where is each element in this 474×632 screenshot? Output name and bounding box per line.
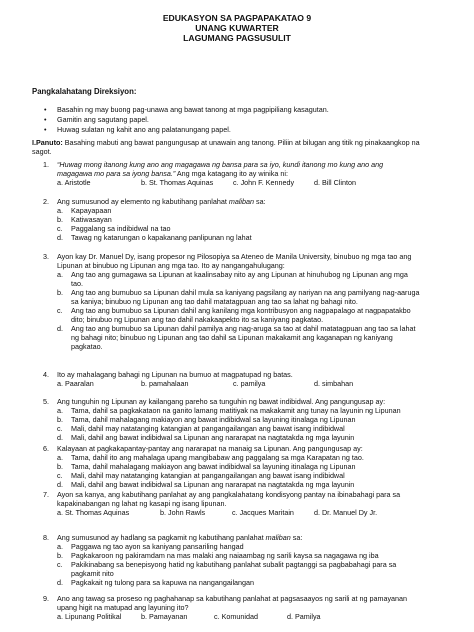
- question-number: 6.: [43, 444, 49, 453]
- question-number: 9.: [43, 594, 49, 603]
- question-stem: Ayon kay Dr. Manuel Dy, isang propesor ng Pilosopiya sa Ateneo de Manila University, binubuo ng mga tao ang: [57, 252, 412, 261]
- choice-a: a. Lipunang Politikal: [57, 612, 122, 621]
- instructions-label: I.Panuto:: [32, 138, 63, 147]
- choice-a: a. Aristotle: [57, 178, 91, 187]
- choice-row: [57, 178, 449, 187]
- question-number: 1.: [43, 160, 49, 169]
- question-number: 5.: [43, 397, 49, 406]
- choice-c: c. Jacques Maritain: [232, 508, 294, 517]
- choice-b: b. St. Thomas Aquinas: [141, 178, 214, 187]
- exam-title: LAGUMANG PAGSUSULIT: [183, 33, 291, 43]
- choice-b: b. pamahalaan: [141, 379, 189, 388]
- instructions: [32, 138, 420, 147]
- bullet-icon: •: [44, 105, 47, 114]
- question-stem: Ang tunguhin ng Lipunan ay kailangang pareho sa tunguhin ng bawat indibidwal. Ang pangungusap ay:: [57, 397, 386, 406]
- question-stem: Ang sumusunod ay hadlang sa pagkamit ng kabutihang panlahat maliban sa:: [57, 533, 303, 542]
- question-number: 7.: [43, 490, 49, 499]
- subject-title: EDUKASYON SA PAGPAPAKATAO 9: [162, 13, 312, 23]
- bullet-icon: •: [44, 125, 47, 134]
- choice-d: d. Bill Clinton: [314, 178, 356, 187]
- quarter-title: UNANG KUWARTER: [195, 23, 279, 33]
- instructions-text: Basahing mabuti ang bawat pangungusap at unawain ang tanong. Piliin at bilugan ang titik ng pinakaangkop na: [62, 138, 420, 147]
- choice-c: c. John F. Kennedy: [233, 178, 295, 187]
- question-number: 3.: [43, 252, 49, 261]
- choice-a: a. St. Thomas Aquinas: [57, 508, 130, 517]
- question-stem-cont: upang higit na matupad ang layuning ito?: [57, 603, 189, 612]
- choice-d: d. Dr. Manuel Dy Jr.: [314, 508, 378, 517]
- instructions-text-cont: sagot.: [32, 147, 52, 156]
- choice-row: [57, 379, 449, 388]
- exam-page: EDUKASYON SA PAGPAPAKATAO 9 UNANG KUWARTER LAGUMANG PAGSUSULIT Pangkalahatang Direksiyon: • Basahin ng may buong pag-unawa ang bawat tanong at mga pagpipiliang kasagutan. • Gamitin ang sagutang papel. • Huwag sulatan ng kahit ano ang palatanungang papel. I.Panuto: Basahing mabuti ang bawat pangungusap at unawain ang tanong. Piliin at bilugan ang titik ng pinakaangkop na sagot. 1. “Huwag mong itanong kung ano ang magagawa ng bansa para sa iyo, kundi itanong mo kung ano ang magagawa mo para sa iyong bansa.” Ang mga katagang ito ay winika ni: a. Aristotle b. St. Thomas Aquinas c. John F. Kennedy d. Bill Clinton 2. Ang sumusunod ay elemento ng kabutihang panlahat maliban sa: a. Kapayapaan b. Katiwasayan c. Paggalang sa indibidwal na tao d. Tawag ng katarungan o kapakanang panlipunan ng lahat 3. Ayon kay Dr. Manuel Dy, isang propesor ng Pilosopiya sa Ateneo de Manila University, binubuo ng mga tao ang Lipunan at binubuo ng Lipunan ang mga tao. Ito ay nangangahulugang: a. Ang tao ang gumagawa sa Lipunan at kaalinsabay nito ay ang Lipunan at hinuhubog ng Lipunan ang mga tao. b. Ang tao ang bumubuo sa Lipunan dahil mula sa kaniyang pagsilang ay nariyan na ang pamilyang nag-aaruga sa kaniya; binubuo ng Lipunan ang tao dahil matatagpuan ang tao sa lahat ng bahagi nito. c. Ang tao ang bumubuo sa Lipunan dahil ang kanilang mga kontribusyon ang nagpapalago at nagpapatakbo dito; binubuo ng Lipunan ang tao dahil nakakaapekto ito sa kaniyang pagkatao. d. Ang tao ang bumubuo sa Lipunan dahil pamilya ang nag-aruga sa tao at dahil matatagpuan ang tao sa lahat ng bahagi nito; binubuo ng Lipunan ang tao dahil sa Lipunan makakamit ang kaganapan ng kaniyang pagkatao. 4. Ito ay mahalagang bahagi ng Lipunan na bumuo at magpatupad ng batas. a. Paaralan b. pamahalaan c. pamilya d. simbahan 5. Ang tunguhin ng Lipunan ay kailangang pareho sa tunguhin ng bawat indibidwal. Ang pangungusap ay: a. Tama, dahil sa pagkakataon na ganito lamang matitiyak na makakamit ang tunay na layunin ng Lipunan b. Tama, dahil mahalagang makiayon ang bawat indibidwal sa layuning itinalaga ng Lipunan c. Mali, dahil may natatanging katangian at pangangailangan ang bawat isang indibidwal d. Mali, dahil ang bawat indibidwal sa Lipunan ang nararapat na nagtatakda ng mga layunin 6. Kalayaan at pagkakapantay-pantay ang nararapat na manaig sa Lipunan. Ang pangungusap ay: a. Tama, dahil ito ang mahalaga upang mangibabaw ang paggalang sa mga Karapatan ng tao. b. Tama, dahil mahalagang makiayon ang bawat indibidwal sa layuning itinalaga ng Lipunan c. Mali, dahil may natatanging katangian at pangangailangan ang bawat isang indibidwal d. Mali, dahil ang bawat indibidwal sa Lipunan ang nararapat na nagtatakda ng mga layunin 7. Ayon sa kanya, ang kabutihang panlahat ay ang pangkalahatang kondisyong pantay na ibinabahagi para sa kapakinabangan ng lahat ng kasapi ng isang lipunan. a. St. Thomas Aquinas b. John Rawls c. Jacques Maritain d. Dr. Manuel Dy Jr. 8. Ang sumusunod ay hadlang sa pagkamit ng kabutihang panlahat maliban sa: a. Paggawa ng tao ayon sa kaniyang pansariling hangad b. Pagkakaroon ng pakiramdam na mas malaki ang naiaambag ng sarili kaysa sa nagagawa ng iba c. Pakikinabang sa benepisyong hatid ng kabutihang panlahat subalit pagtanggi sa pagbabahagi para sa pagkamit nito d. Pagkakait ng tulong para sa kapuwa na nangangailangan 9. Ano ang tawag sa proseso ng paghahanap sa kabutihang panlahat at pagsasaayos ng sarili at ng pamayanan upang higit na matupad ang layuning ito? a. Lipunang Politikal b. Pamayanan c. Komunidad d. Pamilya: [0, 0, 474, 632]
- question-stem: Ano ang tawag sa proseso ng paghahanap sa kabutihang panlahat at pagsasaayos ng sarili at ng pamayanan: [57, 594, 408, 603]
- general-directions-heading: Pangkalahatang Direksiyon:: [32, 87, 137, 96]
- choice-b: b. Pamayanan: [141, 612, 188, 621]
- bullet-icon: •: [44, 115, 47, 124]
- question-stem: Ayon sa kanya, ang kabutihang panlahat ay ang pangkalahatang kondisyong pantay na ibinabahagi para sa: [57, 490, 401, 499]
- question-stem: Ang sumusunod ay elemento ng kabutihang panlahat maliban sa:: [57, 197, 266, 206]
- choice-d: d. simbahan: [314, 379, 354, 388]
- question-stem-cont: kapakinabangan ng lahat ng kasapi ng isang lipunan.: [57, 499, 227, 508]
- question-quote: “Huwag mong itanong kung ano ang magagawa ng bansa para sa iyo, kundi itanong mo kung ano ang: [57, 160, 384, 169]
- question-stem: Ito ay mahalagang bahagi ng Lipunan na bumuo at magpatupad ng batas.: [57, 370, 293, 379]
- choice-c: c. Komunidad: [214, 612, 258, 621]
- question-number: 8.: [43, 533, 49, 542]
- choice-d: d. Pamilya: [287, 612, 321, 621]
- choice-row: [57, 612, 449, 621]
- choice-c: c. pamilya: [233, 379, 266, 388]
- question-number: 2.: [43, 197, 49, 206]
- choice-a: a. Paaralan: [57, 379, 94, 388]
- question-number: 4.: [43, 370, 49, 379]
- choice-row: [57, 508, 449, 517]
- question-stem: magagawa mo para sa iyong bansa.” Ang mga katagang ito ay winika ni:: [57, 169, 288, 178]
- choice-b: b. John Rawls: [160, 508, 206, 517]
- question-stem: Kalayaan at pagkakapantay-pantay ang nararapat na manaig sa Lipunan. Ang pangungusap ay:: [57, 444, 363, 453]
- question-stem-cont: Lipunan at binubuo ng Lipunan ang mga tao. Ito ay nangangahulugang:: [57, 261, 285, 270]
